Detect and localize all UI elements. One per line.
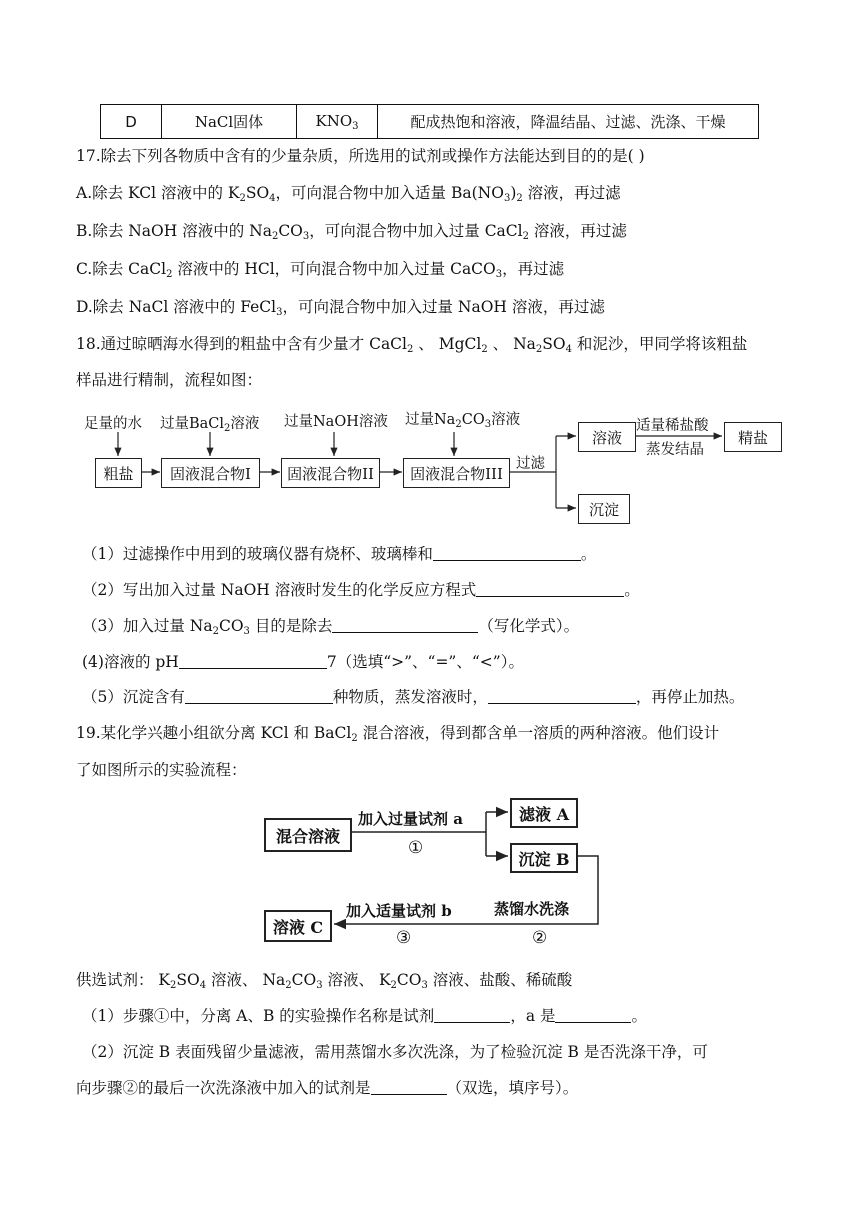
q17-stem: 17.除去下列各物质中含有的少量杂质，所选用的试剂或操作方法能达到目的的是( ) bbox=[76, 147, 645, 165]
table-cell-substance: NaCl固体 bbox=[162, 105, 297, 139]
label-reagent-a: 加入过量试剂 a bbox=[358, 810, 463, 828]
step-1: ① bbox=[408, 838, 424, 858]
q18-part1: （1）过滤操作中用到的玻璃仪器有烧杯、玻璃棒和 。 bbox=[82, 545, 597, 563]
box-mixture-3: 固液混合物III bbox=[403, 458, 510, 488]
label-hcl: 适量稀盐酸 bbox=[636, 418, 709, 434]
q19-part1: （1）步骤①中，分离 A、B 的实验操作名称是试剂 ，a 是 。 bbox=[82, 1007, 647, 1025]
step-3: ③ bbox=[396, 928, 412, 948]
q17-option-d: D.除去 NaCl 溶液中的 FeCl$_3$，可向混合物中加入过量 NaOH 溶液，再过滤 bbox=[76, 298, 605, 318]
q18-part3: （3）加入过量 $Na_2CO_3$ 目的是除去 （写化学式）。 bbox=[82, 617, 580, 637]
box-precipitate: 沉淀 bbox=[578, 494, 630, 524]
label-naoh: 过量NaOH溶液 bbox=[284, 414, 388, 430]
label-na2co3: 过量$Na_2CO_3$溶液 bbox=[405, 412, 521, 430]
table-cell-label: D bbox=[101, 105, 162, 139]
box-mixture-2: 固液混合物II bbox=[281, 458, 380, 488]
q18-stem-line1: 18.通过晾晒海水得到的粗盐中含有少量才 CaCl$_2$ 、 MgCl$_2$ 、 $Na_2SO_4$ 和泥沙，甲同学将该粗盐 bbox=[76, 335, 748, 355]
box-solution-c: 溶液 C bbox=[264, 910, 332, 942]
step-2: ② bbox=[532, 928, 548, 948]
box-refined-salt: 精盐 bbox=[724, 422, 782, 452]
table-cell-method: 配成热饱和溶液，降温结晶、过滤、洗涤、干燥 bbox=[378, 105, 759, 139]
q18-part5: （5）沉淀含有 种物质，蒸发溶液时， ，再停止加热。 bbox=[82, 688, 745, 706]
label-reagent-b: 加入适量试剂 b bbox=[346, 902, 452, 920]
label-evaporate: 蒸发结晶 bbox=[646, 442, 704, 458]
label-filter: 过滤 bbox=[516, 456, 545, 472]
box-mixed-solution: 混合溶液 bbox=[264, 818, 352, 852]
q19-part2-line1: （2）沉淀 B 表面残留少量滤液，需用蒸馏水多次洗涤，为了检验沉淀 B 是否洗涤干净，可 bbox=[82, 1043, 708, 1061]
q18-part4: (4)溶液的 pH 7（选填“>”、“=”、“<”）。 bbox=[82, 653, 524, 671]
q17-option-a: A.除去 KCl 溶液中的 $K_2SO_4$，可向混合物中加入适量 $Ba(NO_3)_2$ 溶液，再过滤 bbox=[76, 184, 621, 204]
q17-option-c: C.除去 CaCl$_2$ 溶液中的 HCl，可向混合物中加入过量 CaCO$_3$，再过滤 bbox=[76, 260, 565, 280]
label-bacl2: 过量BaCl$_2$溶液 bbox=[160, 416, 260, 434]
box-crude-salt: 粗盐 bbox=[95, 458, 142, 488]
q18-stem-line2: 样品进行精制，流程如图： bbox=[76, 371, 263, 389]
q19-stem-line2: 了如图所示的实验流程： bbox=[76, 761, 247, 779]
q17-option-b: B.除去 NaOH 溶液中的 $Na_2CO_3$，可向混合物中加入过量 CaCl$_2$ 溶液，再过滤 bbox=[76, 222, 627, 242]
q19-reagents: 供选试剂： $K_2SO_4$ 溶液、 $Na_2CO_3$ 溶液、 $K_2CO_3$ 溶液、盐酸、稀硫酸 bbox=[76, 971, 573, 991]
table-cell-impurity: $KNO_3$ bbox=[297, 105, 378, 139]
box-solution: 溶液 bbox=[578, 422, 636, 452]
label-wash: 蒸馏水洗涤 bbox=[494, 900, 570, 918]
box-mixture-1: 固液混合物I bbox=[161, 458, 260, 488]
q18-part2: （2）写出加入过量 NaOH 溶液时发生的化学反应方程式 。 bbox=[82, 581, 640, 599]
box-precipitate-b: 沉淀 B bbox=[510, 843, 578, 873]
q19-part2-line2: 向步骤②的最后一次洗涤液中加入的试剂是 （双选，填序号）。 bbox=[76, 1079, 579, 1097]
q19-stem-line1: 19.某化学兴趣小组欲分离 KCl 和 BaCl$_2$ 混合溶液，得到都含单一溶质的两种溶液。他们设计 bbox=[76, 724, 720, 744]
box-filtrate-a: 滤液 A bbox=[510, 798, 578, 828]
label-water: 足量的水 bbox=[84, 416, 142, 432]
